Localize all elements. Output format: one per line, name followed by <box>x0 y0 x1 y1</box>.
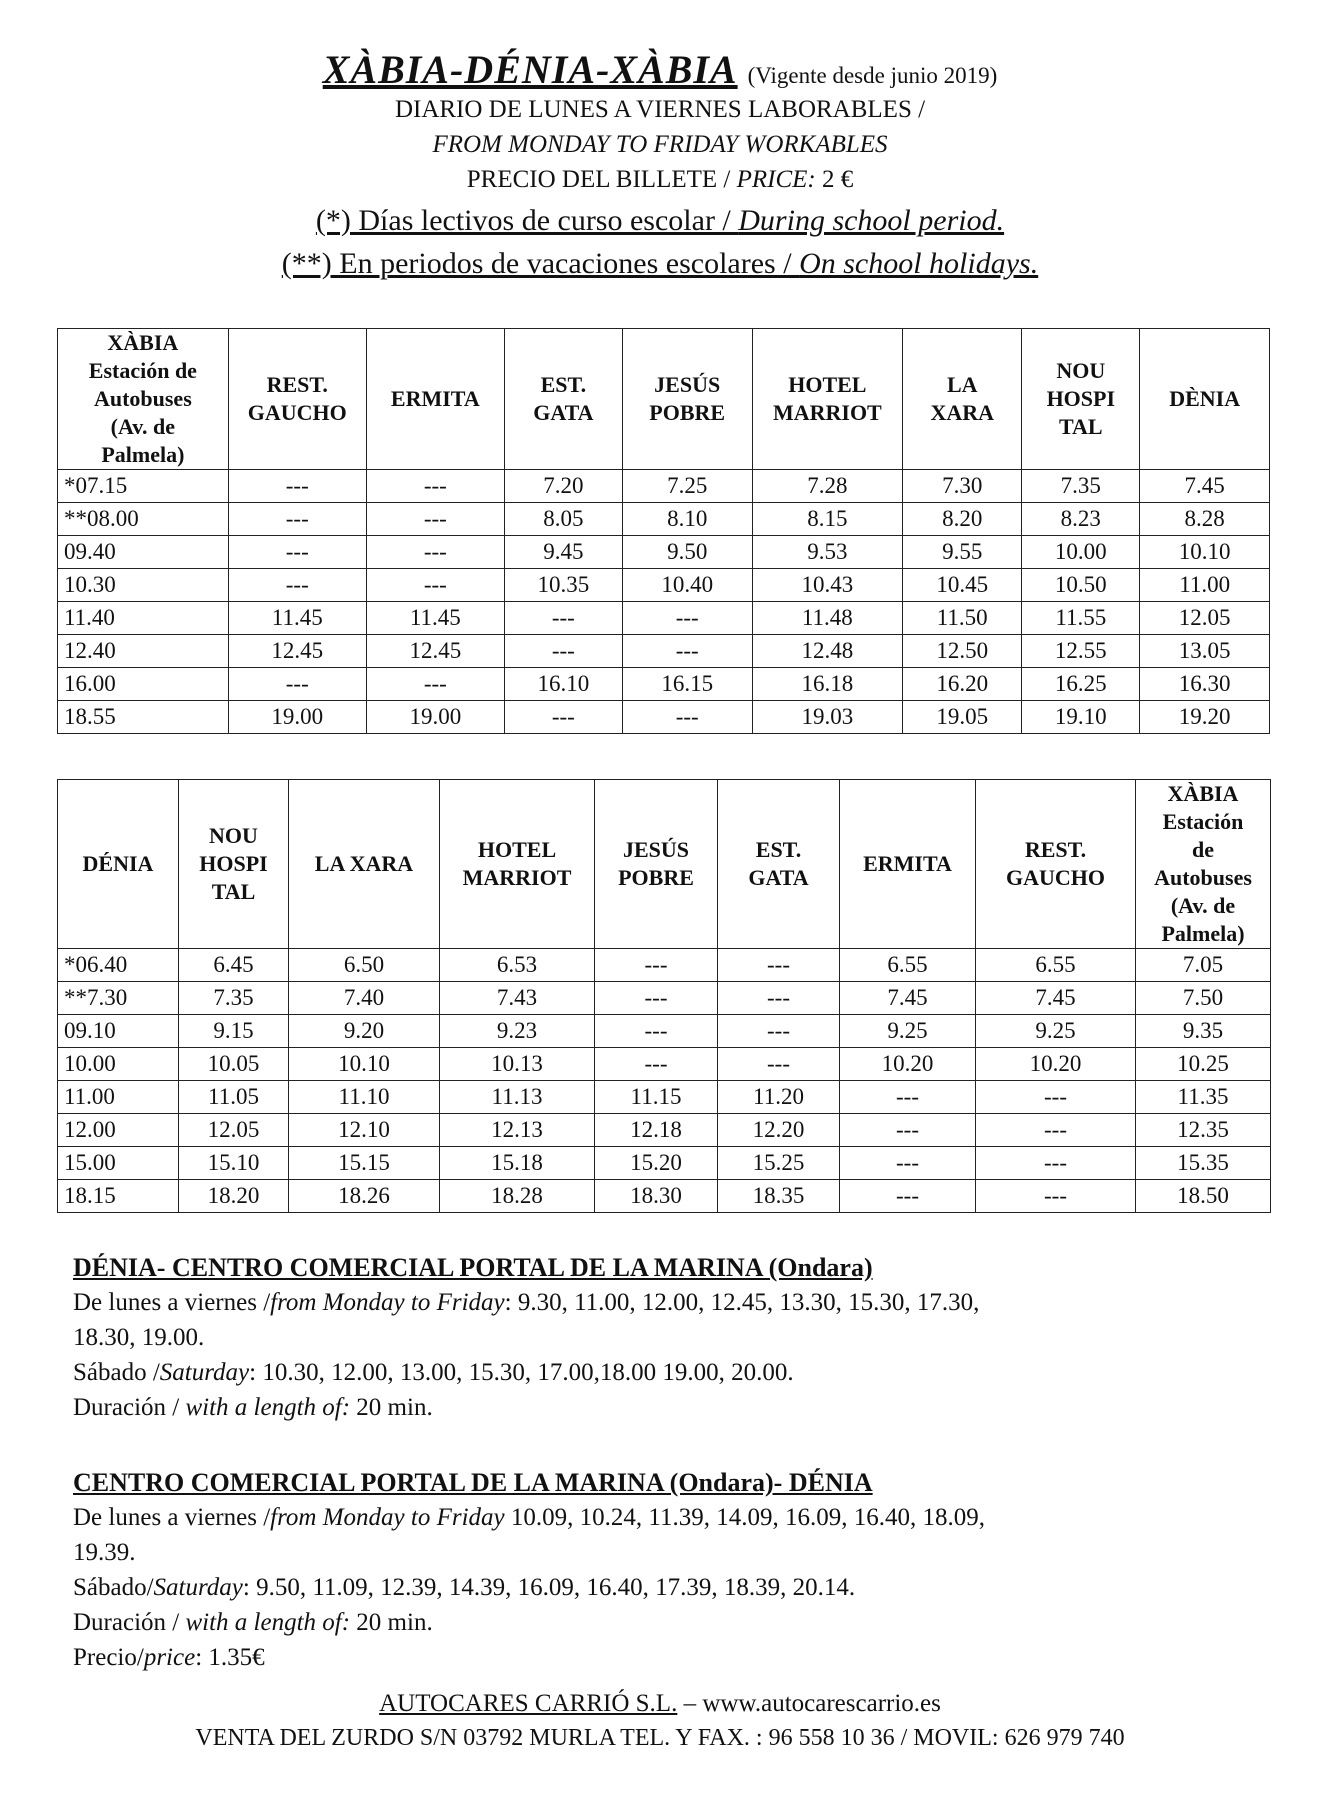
price-label-es: Precio/ <box>73 1644 144 1671</box>
weekday-times-cont: 19.39. <box>73 1539 136 1566</box>
time-cell: --- <box>622 635 752 668</box>
time-cell: --- <box>718 1015 840 1048</box>
table-row <box>58 602 1270 635</box>
column-header <box>903 329 1022 470</box>
saturday-times: : 10.30, 12.00, 13.00, 15.30, 17.00,18.00 19.00, 20.00. <box>249 1359 794 1386</box>
time-cell: 10.40 <box>622 569 752 602</box>
time-cell: 11.13 <box>440 1081 595 1114</box>
time-cell: 10.50 <box>1022 569 1140 602</box>
table-header-row <box>58 780 1271 949</box>
time-cell: --- <box>595 982 718 1015</box>
time-cell: 11.55 <box>1022 602 1140 635</box>
time-cell: 19.00 <box>228 701 366 734</box>
time-cell: 10.43 <box>752 569 903 602</box>
section-portal-to-denia <box>73 1465 1273 1675</box>
time-cell: 12.05 <box>179 1114 289 1147</box>
time-cell: 18.35 <box>718 1180 840 1213</box>
time-cell: --- <box>595 1048 718 1081</box>
note2-en: On school holidays. <box>799 247 1039 280</box>
weekday-label-es: De lunes a viernes / <box>73 1504 271 1531</box>
time-cell: 6.45 <box>179 949 289 982</box>
time-cell: 7.45 <box>840 982 976 1015</box>
saturday-schedule <box>73 1355 1273 1390</box>
time-cell: 18.30 <box>595 1180 718 1213</box>
departure-time-cell: 10.30 <box>58 569 229 602</box>
time-cell: 10.13 <box>440 1048 595 1081</box>
time-cell: 6.50 <box>289 949 440 982</box>
duration-value: 20 min. <box>350 1609 433 1636</box>
column-header <box>179 780 289 949</box>
time-cell: 11.20 <box>718 1081 840 1114</box>
column-header-line: EST. <box>755 837 802 862</box>
time-cell: --- <box>976 1114 1136 1147</box>
column-header-line: XÀBIA <box>107 330 179 355</box>
time-cell: 11.10 <box>289 1081 440 1114</box>
column-header-line: DÉNIA <box>82 851 154 876</box>
time-cell: 7.35 <box>1022 470 1140 503</box>
time-cell: 12.13 <box>440 1114 595 1147</box>
time-cell: 11.05 <box>179 1081 289 1114</box>
company-website[interactable]: – www.autocarescarrio.es <box>677 1690 941 1717</box>
column-header <box>752 329 903 470</box>
weekday-schedule <box>73 1285 1273 1320</box>
weekday-label-en: from Monday to Friday <box>270 1289 505 1316</box>
duration-label-es: Duración / <box>73 1609 186 1636</box>
saturday-label-en: Saturday <box>159 1359 250 1386</box>
ticket-price <box>0 166 1320 194</box>
table-row <box>58 701 1270 734</box>
duration <box>73 1605 1273 1640</box>
departure-time-cell: **08.00 <box>58 503 229 536</box>
departure-time-cell: *06.40 <box>58 949 179 982</box>
time-cell: 16.10 <box>504 668 622 701</box>
departure-time-cell: 16.00 <box>58 668 229 701</box>
time-cell: 15.35 <box>1136 1147 1271 1180</box>
departure-time-cell: 09.40 <box>58 536 229 569</box>
weekday-times: 10.09, 10.24, 11.39, 14.09, 16.09, 16.40, 18.09, <box>504 1504 985 1531</box>
column-header-line: LA XARA <box>314 851 414 876</box>
time-cell: 7.20 <box>504 470 622 503</box>
column-header <box>504 329 622 470</box>
saturday-label-es: Sábado/ <box>73 1574 154 1601</box>
time-cell: 9.55 <box>903 536 1022 569</box>
column-header-line: GAUCHO <box>1006 865 1105 890</box>
saturday-schedule <box>73 1570 1273 1605</box>
note1-es: (*) Días lectivos de curso escolar / <box>315 204 739 237</box>
note1-en: During school period. <box>738 204 1005 237</box>
column-header <box>289 780 440 949</box>
table-row <box>58 1048 1271 1081</box>
section-heading: CENTRO COMERCIAL PORTAL DE LA MARINA (Ondara)- DÉNIA <box>73 1468 873 1497</box>
time-cell: --- <box>595 1015 718 1048</box>
column-header-line: TAL <box>211 879 256 904</box>
column-header-line: HOTEL <box>477 837 557 862</box>
time-cell: 15.25 <box>718 1147 840 1180</box>
time-cell: 10.45 <box>903 569 1022 602</box>
time-cell: 7.43 <box>440 982 595 1015</box>
time-cell: 19.00 <box>366 701 504 734</box>
time-cell: 8.23 <box>1022 503 1140 536</box>
column-header <box>58 780 179 949</box>
column-header-line: Estación de <box>88 358 197 383</box>
column-header-line: LA <box>946 372 978 397</box>
time-cell: 10.25 <box>1136 1048 1271 1081</box>
time-cell: 7.45 <box>976 982 1136 1015</box>
column-header-line: GATA <box>533 400 594 425</box>
time-cell: 10.10 <box>1140 536 1270 569</box>
column-header-line: XÀBIA <box>1167 781 1239 806</box>
column-header-line: XARA <box>930 400 995 425</box>
time-cell: 6.55 <box>976 949 1136 982</box>
column-header-line: HOSPI <box>199 851 268 876</box>
table-header-row <box>58 329 1270 470</box>
time-cell: --- <box>228 503 366 536</box>
time-cell: 10.20 <box>976 1048 1136 1081</box>
duration-label-en: with a length of: <box>185 1609 351 1636</box>
column-header-line: de <box>1192 837 1214 862</box>
column-header-line: EST. <box>540 372 587 397</box>
time-cell: --- <box>366 668 504 701</box>
time-cell: 15.18 <box>440 1147 595 1180</box>
saturday-times: : 9.50, 11.09, 12.39, 14.39, 16.09, 16.40, 17.39, 18.39, 20.14. <box>242 1574 856 1601</box>
time-cell: 10.05 <box>179 1048 289 1081</box>
time-cell: 19.03 <box>752 701 903 734</box>
price-label-en: price <box>143 1644 196 1671</box>
time-cell: 8.28 <box>1140 503 1270 536</box>
departure-time-cell: **7.30 <box>58 982 179 1015</box>
column-header <box>366 329 504 470</box>
weekday-times: : 9.30, 11.00, 12.00, 12.45, 13.30, 15.30, 17.30, <box>504 1289 980 1316</box>
time-cell: 11.45 <box>366 602 504 635</box>
time-cell: 12.48 <box>752 635 903 668</box>
time-cell: 6.55 <box>840 949 976 982</box>
departure-time-cell: 11.00 <box>58 1081 179 1114</box>
departure-time-cell: 12.00 <box>58 1114 179 1147</box>
time-cell: 15.20 <box>595 1147 718 1180</box>
time-cell: 9.15 <box>179 1015 289 1048</box>
column-header-line: Palmela) <box>1161 921 1245 946</box>
table-row <box>58 949 1271 982</box>
time-cell: 10.10 <box>289 1048 440 1081</box>
time-cell: 19.20 <box>1140 701 1270 734</box>
column-header-line: NOU <box>1056 358 1106 383</box>
time-cell: --- <box>840 1147 976 1180</box>
table-row <box>58 503 1270 536</box>
time-cell: 7.05 <box>1136 949 1271 982</box>
column-header <box>440 780 595 949</box>
time-cell: 9.50 <box>622 536 752 569</box>
time-cell: 12.10 <box>289 1114 440 1147</box>
time-cell: 8.05 <box>504 503 622 536</box>
time-cell: --- <box>622 602 752 635</box>
duration-value: 20 min. <box>350 1394 433 1421</box>
column-header <box>840 780 976 949</box>
time-cell: 12.45 <box>366 635 504 668</box>
time-cell: 7.25 <box>622 470 752 503</box>
time-cell: 16.30 <box>1140 668 1270 701</box>
column-header <box>595 780 718 949</box>
time-cell: --- <box>228 668 366 701</box>
time-cell: 9.25 <box>840 1015 976 1048</box>
time-cell: 19.10 <box>1022 701 1140 734</box>
timetable-denia-xabia <box>57 779 1271 1213</box>
column-header-line: TAL <box>1058 414 1103 439</box>
column-header-line: HOSPI <box>1046 386 1116 411</box>
column-header <box>58 329 229 470</box>
time-cell: --- <box>366 536 504 569</box>
weekday-label-es: De lunes a viernes / <box>73 1289 271 1316</box>
time-cell: 12.50 <box>903 635 1022 668</box>
time-cell: --- <box>976 1081 1136 1114</box>
column-header-line: NOU <box>209 823 258 848</box>
column-header-line: GAUCHO <box>247 400 347 425</box>
price-value: : 1.35€ <box>195 1644 265 1671</box>
company-line <box>0 1690 1320 1718</box>
time-cell: --- <box>595 949 718 982</box>
departure-time-cell: 18.55 <box>58 701 229 734</box>
duration-label-en: with a length of: <box>185 1394 351 1421</box>
departure-time-cell: 18.15 <box>58 1180 179 1213</box>
departure-time-cell: 15.00 <box>58 1147 179 1180</box>
time-cell: 18.20 <box>179 1180 289 1213</box>
time-cell: 7.28 <box>752 470 903 503</box>
table-row <box>58 470 1270 503</box>
column-header-line: JESÚS <box>654 372 721 397</box>
time-cell: --- <box>366 569 504 602</box>
column-header-line: (Av. de <box>110 414 176 439</box>
weekday-label-en: from Monday to Friday <box>270 1504 505 1531</box>
column-header-line: ERMITA <box>390 386 480 411</box>
column-header-line: DÈNIA <box>1169 386 1241 411</box>
table-row <box>58 668 1270 701</box>
table-row <box>58 1147 1271 1180</box>
time-cell: --- <box>622 701 752 734</box>
company-name: AUTOCARES CARRIÓ S.L. <box>379 1690 678 1717</box>
time-cell: 18.50 <box>1136 1180 1271 1213</box>
validity-note: (Vigente desde junio 2019) <box>747 63 998 88</box>
time-cell: 12.18 <box>595 1114 718 1147</box>
weekday-schedule <box>73 1500 1273 1535</box>
price <box>73 1640 1273 1675</box>
time-cell: --- <box>718 1048 840 1081</box>
duration <box>73 1390 1273 1425</box>
time-cell: --- <box>718 949 840 982</box>
column-header <box>228 329 366 470</box>
column-header-line: ERMITA <box>863 851 952 876</box>
price-label-en: PRICE: <box>736 166 816 193</box>
time-cell: 9.23 <box>440 1015 595 1048</box>
saturday-label-en: Saturday <box>153 1574 243 1601</box>
time-cell: 9.20 <box>289 1015 440 1048</box>
time-cell: 9.35 <box>1136 1015 1271 1048</box>
time-cell: 11.00 <box>1140 569 1270 602</box>
column-header-line: POBRE <box>649 400 726 425</box>
column-header-line: POBRE <box>618 865 694 890</box>
time-cell: 8.20 <box>903 503 1022 536</box>
title-line <box>0 46 1320 93</box>
column-header-line: REST. <box>1024 837 1087 862</box>
departure-time-cell: 12.40 <box>58 635 229 668</box>
time-cell: --- <box>840 1081 976 1114</box>
time-cell: 11.15 <box>595 1081 718 1114</box>
column-header-line: HOTEL <box>788 372 867 397</box>
time-cell: 13.05 <box>1140 635 1270 668</box>
departure-time-cell: *07.15 <box>58 470 229 503</box>
time-cell: 8.15 <box>752 503 903 536</box>
time-cell: 12.20 <box>718 1114 840 1147</box>
note2-es: (**) En periodos de vacaciones escolares / <box>281 247 800 280</box>
weekday-times-cont: 18.30, 19.00. <box>73 1324 205 1351</box>
time-cell: 7.40 <box>289 982 440 1015</box>
time-cell: --- <box>504 635 622 668</box>
time-cell: 12.35 <box>1136 1114 1271 1147</box>
column-header-line: GATA <box>748 865 809 890</box>
column-header-line: Estación <box>1162 809 1244 834</box>
time-cell: 11.35 <box>1136 1081 1271 1114</box>
column-header-line: MARRIOT <box>462 865 572 890</box>
column-header <box>1140 329 1270 470</box>
departure-time-cell: 11.40 <box>58 602 229 635</box>
page-title: XÀBIA-DÉNIA-XÀBIA <box>322 47 738 92</box>
schedule-days-en: FROM MONDAY TO FRIDAY WORKABLES <box>432 131 888 158</box>
time-cell: 10.35 <box>504 569 622 602</box>
column-header-line: (Av. de <box>1170 893 1236 918</box>
time-cell: --- <box>718 982 840 1015</box>
time-cell: 16.20 <box>903 668 1022 701</box>
price-label: PRECIO DEL BILLETE / <box>466 166 737 193</box>
time-cell: 12.55 <box>1022 635 1140 668</box>
contact-line: VENTA DEL ZURDO S/N 03792 MURLA TEL. Y FAX. : 96 558 10 36 / MOVIL: 626 979 740 <box>195 1725 1125 1751</box>
departure-time-cell: 10.00 <box>58 1048 179 1081</box>
time-cell: 10.20 <box>840 1048 976 1081</box>
time-cell: 7.45 <box>1140 470 1270 503</box>
column-header <box>622 329 752 470</box>
column-header-line: JESÚS <box>622 837 690 862</box>
time-cell: --- <box>976 1180 1136 1213</box>
time-cell: 19.05 <box>903 701 1022 734</box>
time-cell: 6.53 <box>440 949 595 982</box>
time-cell: 11.48 <box>752 602 903 635</box>
column-header <box>1022 329 1140 470</box>
column-header-line: REST. <box>266 372 328 397</box>
table-row <box>58 982 1271 1015</box>
time-cell: 18.28 <box>440 1180 595 1213</box>
time-cell: --- <box>504 602 622 635</box>
column-header <box>1136 780 1271 949</box>
time-cell: 7.50 <box>1136 982 1271 1015</box>
time-cell: --- <box>366 503 504 536</box>
time-cell: 7.35 <box>179 982 289 1015</box>
time-cell: --- <box>366 470 504 503</box>
price-value: 2 € <box>815 166 854 193</box>
time-cell: --- <box>228 536 366 569</box>
time-cell: 12.05 <box>1140 602 1270 635</box>
table-row <box>58 1015 1271 1048</box>
table-row <box>58 536 1270 569</box>
time-cell: --- <box>840 1114 976 1147</box>
column-header-line: MARRIOT <box>772 400 882 425</box>
table-row <box>58 1180 1271 1213</box>
column-header-line: Autobuses <box>93 386 192 411</box>
column-header <box>976 780 1136 949</box>
time-cell: 11.45 <box>228 602 366 635</box>
section-heading: DÉNIA- CENTRO COMERCIAL PORTAL DE LA MARINA (Ondara) <box>73 1253 873 1282</box>
time-cell: --- <box>840 1180 976 1213</box>
time-cell: 11.50 <box>903 602 1022 635</box>
time-cell: --- <box>504 701 622 734</box>
departure-time-cell: 09.10 <box>58 1015 179 1048</box>
time-cell: 16.15 <box>622 668 752 701</box>
saturday-label-es: Sábado / <box>73 1359 160 1386</box>
note-school-period <box>0 204 1320 238</box>
note-school-holidays <box>0 247 1320 281</box>
time-cell: --- <box>228 470 366 503</box>
time-cell: 7.30 <box>903 470 1022 503</box>
time-cell: 16.25 <box>1022 668 1140 701</box>
time-cell: 16.18 <box>752 668 903 701</box>
section-denia-to-portal <box>73 1250 1273 1425</box>
table-row <box>58 569 1270 602</box>
time-cell: 15.10 <box>179 1147 289 1180</box>
table-row <box>58 1081 1271 1114</box>
time-cell: --- <box>228 569 366 602</box>
time-cell: 18.26 <box>289 1180 440 1213</box>
column-header-line: Palmela) <box>101 442 185 467</box>
schedule-days-es: DIARIO DE LUNES A VIERNES LABORABLES / <box>394 96 926 123</box>
duration-label-es: Duración / <box>73 1394 186 1421</box>
table-row <box>58 635 1270 668</box>
time-cell: --- <box>976 1147 1136 1180</box>
time-cell: 9.45 <box>504 536 622 569</box>
time-cell: 12.45 <box>228 635 366 668</box>
column-header <box>718 780 840 949</box>
time-cell: 9.25 <box>976 1015 1136 1048</box>
time-cell: 9.53 <box>752 536 903 569</box>
time-cell: 15.15 <box>289 1147 440 1180</box>
timetable-xabia-denia <box>57 328 1270 734</box>
time-cell: 8.10 <box>622 503 752 536</box>
column-header-line: Autobuses <box>1154 865 1252 890</box>
time-cell: 10.00 <box>1022 536 1140 569</box>
table-row <box>58 1114 1271 1147</box>
